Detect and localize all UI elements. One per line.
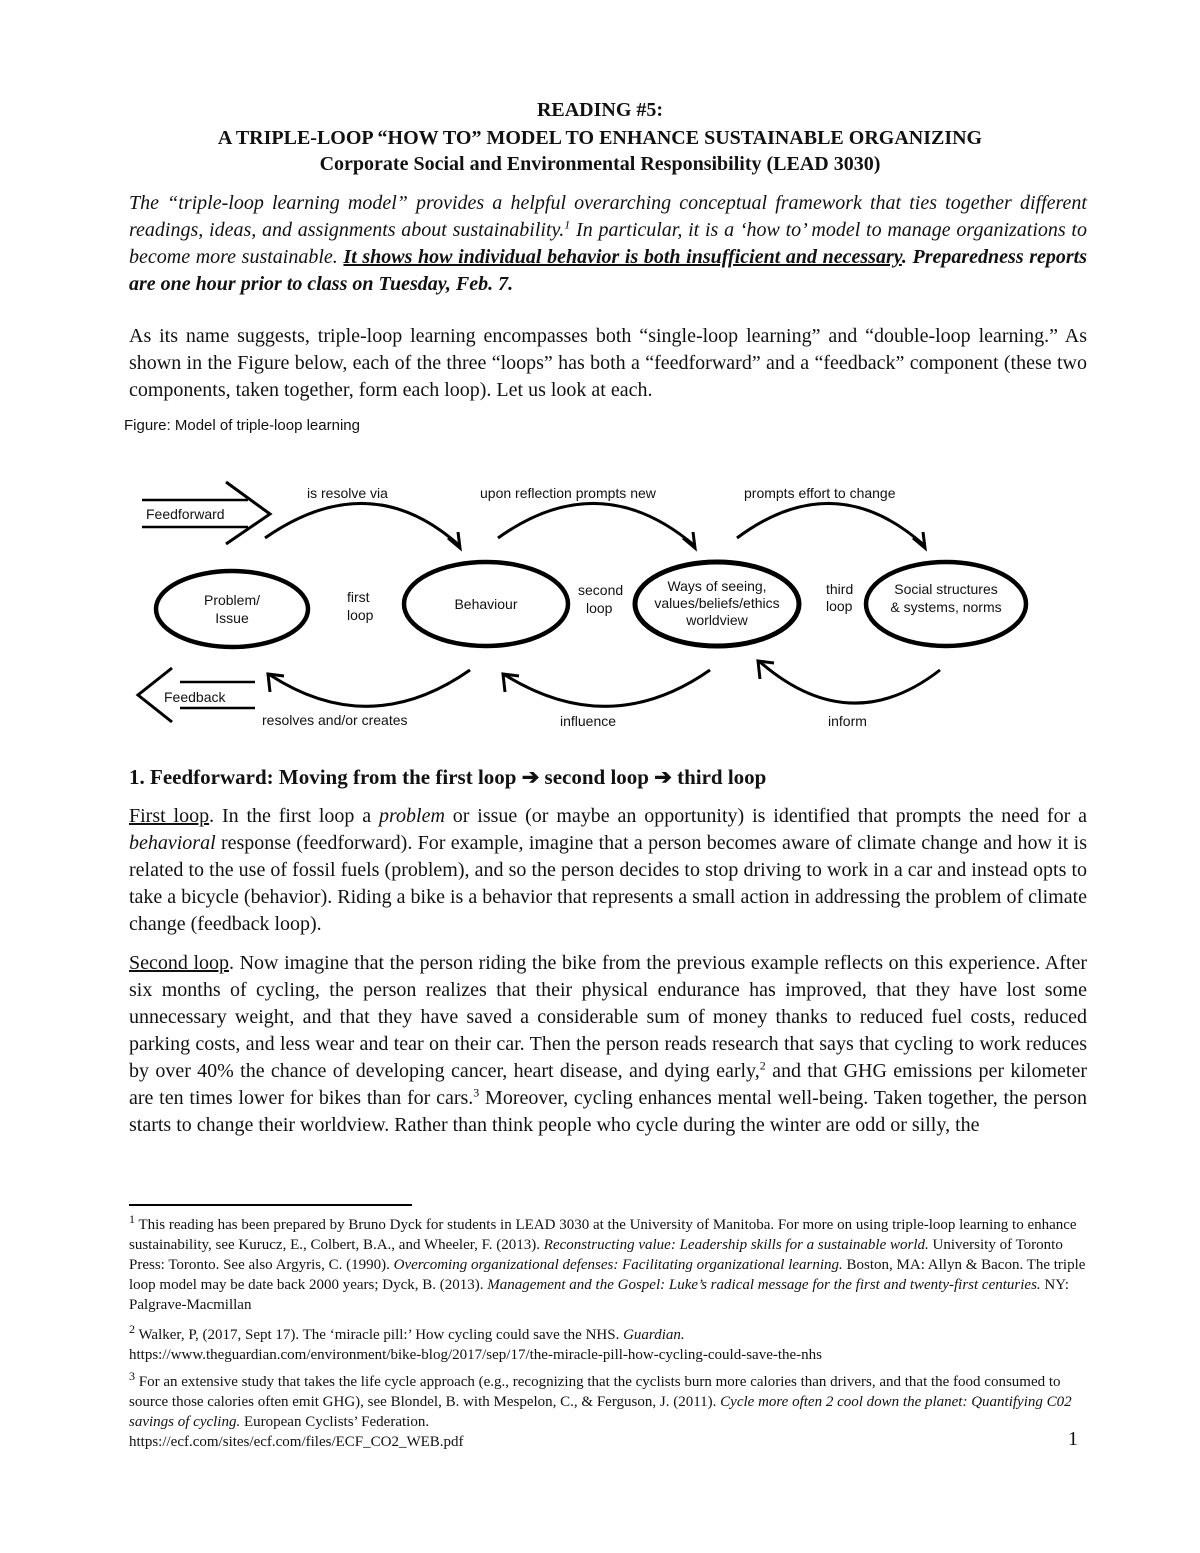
node-social-line2: & systems, norms <box>890 599 1002 615</box>
footnote-ref-2[interactable]: 2 <box>759 1058 766 1073</box>
document-title: A TRIPLE-LOOP “HOW TO” MODEL TO ENHANCE SUSTAINABLE ORGANIZING <box>217 127 983 149</box>
course-name: Corporate Social and Environmental Responsibility (LEAD 3030) <box>319 153 881 175</box>
first-loop-line1: first <box>347 589 370 605</box>
top-label-2: upon reflection prompts new <box>480 485 656 501</box>
node-problem <box>156 571 308 647</box>
node-social-line1: Social structures <box>894 581 998 597</box>
footnote-ref-3[interactable]: 3 <box>473 1085 480 1100</box>
key-statement: It shows how individual behavior is both insufficient and necessary <box>343 246 902 268</box>
node-problem-line1: Problem/ <box>203 592 261 608</box>
second-loop-line1: second <box>578 582 624 598</box>
node-ways-line3: worldview <box>686 612 748 628</box>
first-loop-line2: loop <box>347 607 374 623</box>
bottom-arrow-1 <box>270 670 470 706</box>
bottom-arrow-3 <box>760 662 940 703</box>
top-arrow-2 <box>498 503 695 546</box>
footnote-3-link[interactable]: https://ecf.com/sites/ecf.com/files/ECF_CO2_WEB.pdf <box>129 1434 464 1450</box>
second-loop-term: Second loop <box>129 952 230 974</box>
second-loop-line2: loop <box>586 600 613 616</box>
reading-number: READING #5: <box>536 99 664 121</box>
bottom-label-3: inform <box>828 713 867 729</box>
bottom-label-1: resolves and/or creates <box>262 712 408 728</box>
node-ways-line1: Ways of seeing, <box>667 578 767 594</box>
due-date-note: . Preparedness reports are one hour prior to class on Tuesday, Feb. 7. <box>129 246 1088 295</box>
first-loop-paragraph: First loop. In the first loop a problem or issue (or maybe an opportunity) is identified that prompts the need for a behavioral response (feedforward). For example, imagine that a person becomes aware of climate change and how it is related to the use of fossil fuels (problem), and so the person decides to stop driving to work in a car and instead opts to take a bicycle (behavior). Riding a bike is a behavior that represents a small action in addressing the problem of climate change (feedback loop). <box>129 805 1088 935</box>
feedforward-arrow <box>142 482 270 544</box>
footnote-2: $^2$ Walker, P, (2017, Sept 17). The ‘miracle pill:’ How cycling could save the NHS. Guardian. https://www.theguardian.com/environment/bike-blog/2017/sep/17/the-miracle-pill-how-cycling-could-save-the-nhs <box>129 1322 823 1363</box>
top-label-3: prompts effort to change <box>744 485 896 501</box>
third-loop-line2: loop <box>826 598 853 614</box>
footnote-2-link[interactable]: https://www.theguardian.com/environment/bike-blog/2017/sep/17/the-miracle-pill-how-cycling-could-save-the-nhs <box>129 1347 823 1363</box>
footnote-divider <box>129 1204 412 1206</box>
top-label-1: is resolve via <box>307 485 388 501</box>
overview-paragraph: As its name suggests, triple-loop learning encompasses both “single-loop learning” and “double-loop learning.” As shown in the Figure below, each of the three “loops” has both a “feedforward” and a “feedback” component (these two components, taken together, form each loop). Let us look at each. <box>129 325 1087 401</box>
top-arrow-3 <box>737 503 925 546</box>
intro-paragraph: The “triple-loop learning model” provides a helpful overarching conceptual framework that ties together different readings, ideas, and assignments about sustainability.$^1$ In particular, it is a ‘how to’ model to manage organizations to become more sustainable. It shows how individual behavior is both insufficient and necessary. Preparedness reports are one hour prior to class on Tuesday, Feb. 7. <box>129 192 1088 295</box>
footnote-1: $^1$ This reading has been prepared by Bruno Dyck for students in LEAD 3030 at the University of Manitoba. For more on using triple-loop learning to enhance sustainability, see Kurucz, E., Colbert, B.A., and Wheeler, F. (2013). Reconstructing value: Leadership skills for a sustainable world. University of Toronto Press: Toronto. See also Argyris, C. (1990). Overcoming organizational defenses: Facilitating organizational learning. Boston, MA: Allyn & Bacon. The triple loop model may be date back 2000 years; Dyck, B. (2013). Management and the Gospel: Luke’s radical message for the first and twenty-first centuries. NY: Palgrave-Macmillan <box>129 1212 1086 1313</box>
feedforward-label: Feedforward <box>146 506 225 522</box>
second-loop-paragraph: Second loop. Now imagine that the person riding the bike from the previous example reflects on this experience. After six months of cycling, the person realizes that their physical endurance has improved, that they have lost some unnecessary weight, and that they have saved a considerable sum of money thanks to reduced fuel costs, reduced parking costs, and less wear and tear on their car. Then the person reads research that says that cycling to work reduces by over 40% the chance of developing cancer, heart disease, and dying early,$^2$ and that GHG emissions per kilometer are ten times lower for bikes than for cars.$^3$ Moreover, cycling enhances mental well-being. Taken together, the person starts to change their worldview. Rather than think people who cycle during the winter are odd or silly, the <box>129 952 1088 1136</box>
footnote-ref-1[interactable]: 1 <box>564 217 571 232</box>
footnote-3: $^3$ For an extensive study that takes the life cycle approach (e.g., recognizing that the cyclists burn more calories than drivers, and that the food consumed to source those calories often emit GHG), see Blondel, B. with Mespelon, C., & Ferguson, J. (2011). Cycle more often 2 cool down the planet: Quantifying C02 savings of cycling. European Cyclists’ Federation. https://ecf.com/sites/ecf.com/files/ECF_CO2_WEB.pdf <box>129 1369 1072 1450</box>
node-ways-line2: values/beliefs/ethics <box>654 595 780 611</box>
node-problem-line2: Issue <box>215 610 249 626</box>
page-number: 1 <box>1068 1428 1078 1450</box>
section-1-heading: 1. Feedforward: Moving from the first loop ➔ second loop ➔ third loop <box>129 765 767 789</box>
third-loop-line1: third <box>826 581 854 597</box>
figure-title: Figure: Model of triple-loop learning <box>124 417 360 434</box>
triple-loop-diagram <box>120 470 1060 740</box>
first-loop-term: First loop <box>129 805 210 827</box>
bottom-arrow-2 <box>505 670 710 706</box>
feedback-label: Feedback <box>164 689 226 705</box>
bottom-label-2: influence <box>560 713 617 729</box>
node-behaviour-label: Behaviour <box>454 596 518 612</box>
top-arrow-1 <box>265 503 460 546</box>
feedback-arrow <box>138 668 255 722</box>
